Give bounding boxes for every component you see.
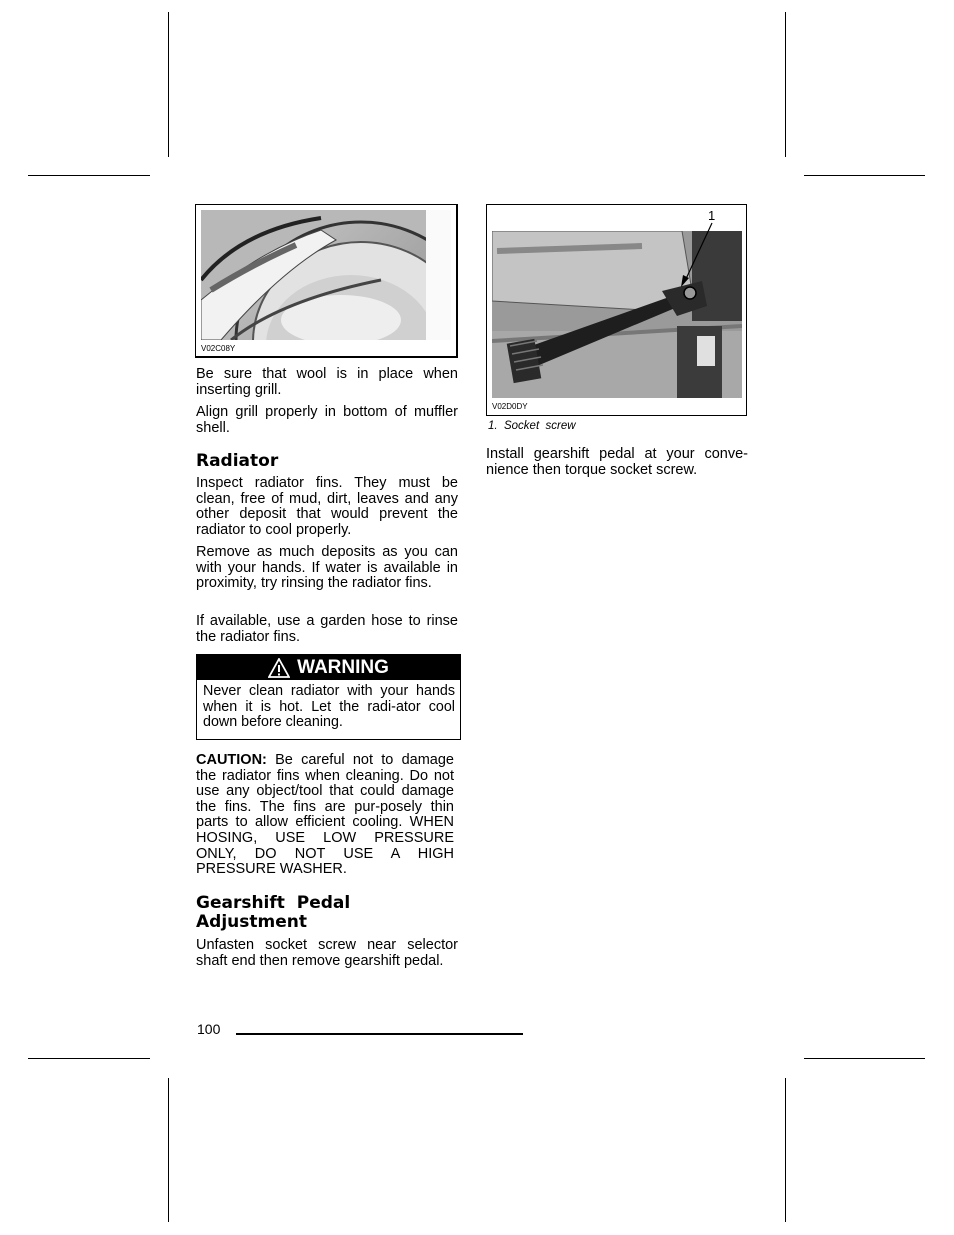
crop-mark [804,1058,925,1059]
paragraph: Remove as much deposits as you can with your hands. If water is available in proximity, try rinsing the radiator fins. [196,544,458,592]
figure-id: V02C08Y [201,344,236,353]
warning-text: Never clean radiator with your hands when it is hot. Let the radi-ator cool down before cleaning. [203,683,455,731]
warning-title: WARNING [297,656,389,678]
warning-header [197,655,460,680]
caution-paragraph [196,753,454,878]
callout-arrow [672,219,722,289]
paragraph: Install gearshift pedal at your conve-nience then torque socket screw. [486,446,748,478]
footer-rule [236,1033,523,1035]
caution-label: CAUTION: [196,752,267,768]
paragraph: If available, use a garden hose to rinse the radiator fins. [196,613,458,645]
crop-mark [28,175,150,176]
paragraph: Align grill properly in bottom of muffler shell. [196,404,458,436]
crop-mark [804,175,925,176]
figure-id: V02D0DY [492,402,528,411]
paragraph: Unfasten socket screw near selector shaft end then remove gearshift pedal. [196,937,458,969]
warning-box [196,654,461,740]
page-number: 100 [197,1021,221,1037]
crop-mark [785,1078,786,1222]
section-heading-radiator: Radiator [196,451,279,471]
muffler-photo [201,210,451,340]
figure-caption: 1. Socket screw [488,420,576,432]
crop-mark [28,1058,150,1059]
figure-muffler [195,204,458,358]
crop-mark [168,1078,169,1222]
heading-line: Gearshift Pedal [196,893,351,913]
crop-mark [785,12,786,157]
paragraph: Inspect radiator fins. They must be clean, free of mud, dirt, leaves and any other deposit that would prevent the radiator to cool properly. [196,475,458,538]
figure-gearshift [486,204,747,416]
paragraph: Be sure that wool is in place when inserting grill. [196,366,458,398]
heading-line: Adjustment [196,912,307,932]
caution-text: Be careful not to damage the radiator fins when cleaning. Do not use any object/tool that could damage the fins. The fins are pur-posely thin parts to allow efficient cooling. WHEN HOSING, USE LOW PRESSURE ONLY, DO NOT USE A HIGH PRESSURE WASHER. [196,752,454,878]
warning-triangle-icon [268,658,290,678]
callout-number: 1 [708,208,716,223]
section-heading-gearshift [196,894,350,932]
crop-mark [168,12,169,157]
